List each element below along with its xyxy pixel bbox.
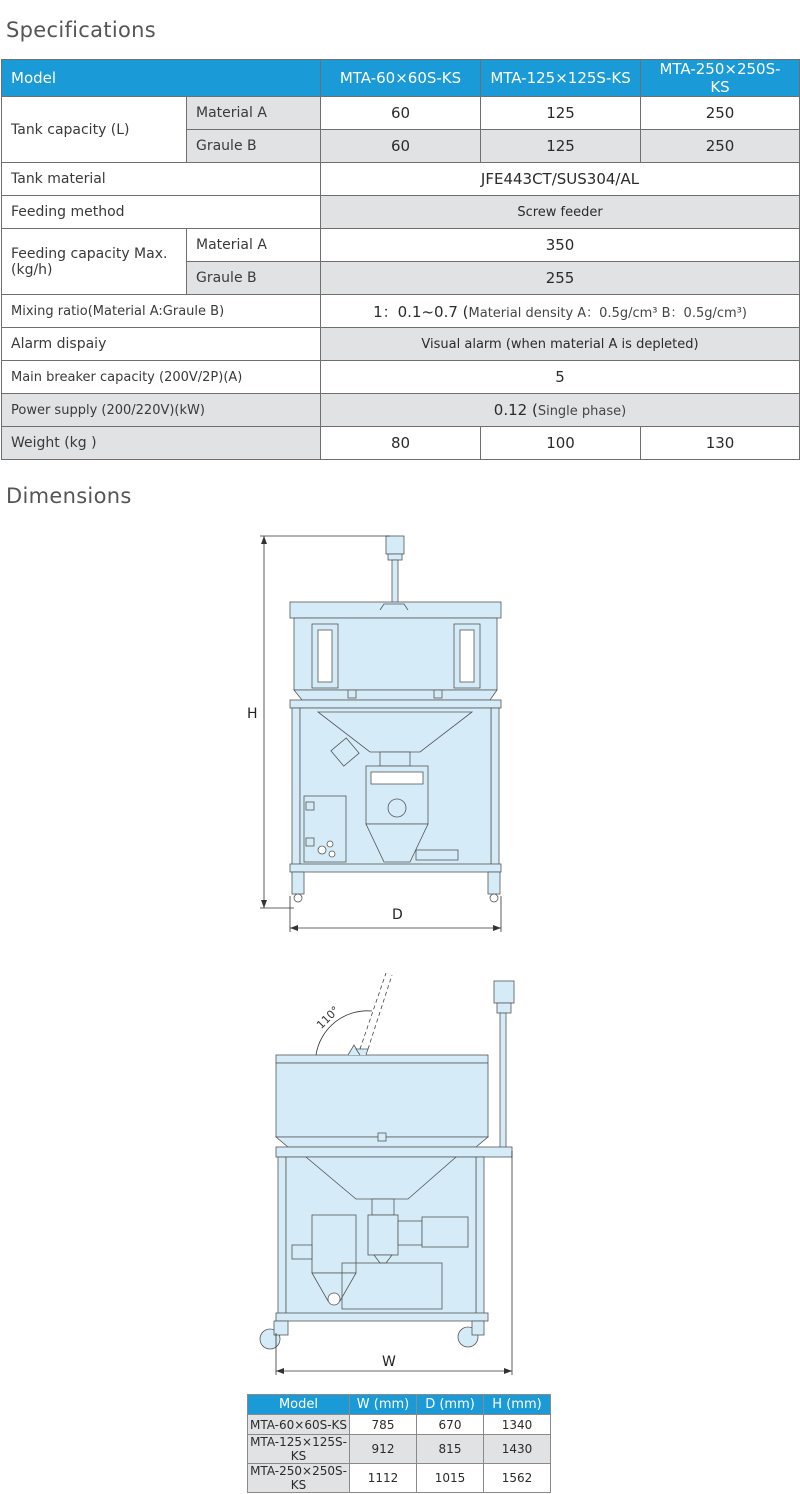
lid — [290, 602, 501, 618]
dim-row-1-w: 785 — [350, 1415, 417, 1435]
feeding-method-label: Feeding method — [2, 196, 321, 229]
feeding-capacity-b-label: Graule B — [187, 262, 321, 295]
side-lid — [276, 1055, 488, 1063]
specifications-title: Specifications — [6, 18, 156, 42]
weight-2: 100 — [481, 427, 641, 460]
mixing-ratio-main: 1：0.1~0.7 ( — [373, 302, 469, 321]
dim-header-h: H (mm) — [484, 1395, 551, 1415]
feeding-capacity-b-value: 255 — [321, 262, 800, 295]
dim-row-1-d: 670 — [417, 1415, 484, 1435]
alarm-value: Visual alarm (when material A is depleted) — [321, 328, 800, 361]
breaker-value: 5 — [321, 361, 800, 394]
side-motor — [494, 981, 514, 1003]
side-feeder-box — [312, 1215, 356, 1273]
weight-1: 80 — [321, 427, 481, 460]
front-view-drawing — [230, 528, 520, 938]
tank-capacity-b-3: 250 — [641, 130, 800, 163]
dim-row-3-h: 1562 — [484, 1464, 551, 1493]
tank-capacity-b-label: Graule B — [187, 130, 321, 163]
side-tank — [276, 1063, 488, 1137]
dim-row-2-d: 815 — [417, 1435, 484, 1464]
dim-row-1-h: 1340 — [484, 1415, 551, 1435]
label-w: W — [382, 1354, 396, 1370]
row-mixing-ratio — [2, 295, 800, 328]
top-motor — [386, 536, 404, 554]
power-main: 0.12 ( — [493, 401, 538, 419]
header-model-1: MTA-60×60S-KS — [321, 60, 481, 97]
feeding-capacity-label — [2, 229, 187, 295]
feeding-capacity-a-value: 350 — [321, 229, 800, 262]
label-angle: 110° — [314, 1003, 343, 1032]
dim-row-3-d: 1015 — [417, 1464, 484, 1493]
side-view-drawing — [236, 965, 536, 1380]
tank-capacity-b-2: 125 — [481, 130, 641, 163]
table-row — [248, 1464, 551, 1493]
dimensions-title: Dimensions — [6, 484, 132, 508]
tank-capacity-a-2: 125 — [481, 97, 641, 130]
mixing-ratio-detail: Material density A：0.5g/cm³ B：0.5g/cm³) — [468, 305, 747, 321]
label-d: D — [392, 907, 403, 923]
row-tank-material — [2, 163, 800, 196]
caster-left — [292, 872, 304, 894]
mixing-ratio-value — [321, 295, 800, 328]
mixing-ratio-label: Mixing ratio(Material A:Graule B) — [2, 295, 321, 328]
table-row — [248, 1415, 551, 1435]
tank-capacity-a-1: 60 — [321, 97, 481, 130]
header-model-label: Model — [2, 60, 321, 97]
tank-material-value: JFE443CT/SUS304/AL — [321, 163, 800, 196]
dim-row-3-model: MTA-250×250S-KS — [248, 1464, 350, 1493]
dim-row-2-w: 912 — [350, 1435, 417, 1464]
header-model-3: MTA-250×250S-KS — [641, 60, 800, 97]
dim-row-2-h: 1430 — [484, 1435, 551, 1464]
tank-material-label: Tank material — [2, 163, 321, 196]
label-h: H — [247, 706, 258, 722]
dim-row-1-model: MTA-60×60S-KS — [248, 1415, 350, 1435]
power-detail: Single phase) — [537, 404, 627, 419]
alarm-label: Alarm dispaiy — [2, 328, 321, 361]
dim-header-d: D (mm) — [417, 1395, 484, 1415]
row-feeding-capacity-a — [2, 229, 800, 262]
row-breaker — [2, 361, 800, 394]
breaker-label: Main breaker capacity (200V/2P)(A) — [2, 361, 321, 394]
feeding-capacity-a-label: Material A — [187, 229, 321, 262]
dim-row-2-model: MTA-125×125S-KS — [248, 1435, 350, 1464]
power-value — [321, 394, 800, 427]
tank-capacity-a-3: 250 — [641, 97, 800, 130]
feeding-capacity-label-line-2: (kg/h) — [11, 261, 53, 278]
tank-capacity-b-1: 60 — [321, 130, 481, 163]
side-drive-motor — [422, 1217, 468, 1247]
dim-row-3-w: 1112 — [350, 1464, 417, 1493]
row-power — [2, 394, 800, 427]
feeding-capacity-label-line-1: Feeding capacity Max. — [11, 245, 168, 262]
row-tank-capacity-a — [2, 97, 800, 130]
table-row — [248, 1435, 551, 1464]
tank-capacity-label: Tank capacity (L) — [2, 97, 187, 163]
row-feeding-method — [2, 196, 800, 229]
dim-header-w: W (mm) — [350, 1395, 417, 1415]
dim-header-model: Model — [248, 1395, 350, 1415]
dimensions-table — [247, 1394, 551, 1493]
weight-3: 130 — [641, 427, 800, 460]
feeding-method-value: Screw feeder — [321, 196, 800, 229]
row-weight — [2, 427, 800, 460]
spec-header-row — [2, 60, 800, 97]
row-alarm — [2, 328, 800, 361]
power-label: Power supply (200/220V)(kW) — [2, 394, 321, 427]
specifications-table — [1, 59, 800, 460]
tank-capacity-a-label: Material A — [187, 97, 321, 130]
header-model-2: MTA-125×125S-KS — [481, 60, 641, 97]
caster-right — [488, 872, 500, 894]
dim-header-row — [248, 1395, 551, 1415]
weight-label: Weight (kg ) — [2, 427, 321, 460]
